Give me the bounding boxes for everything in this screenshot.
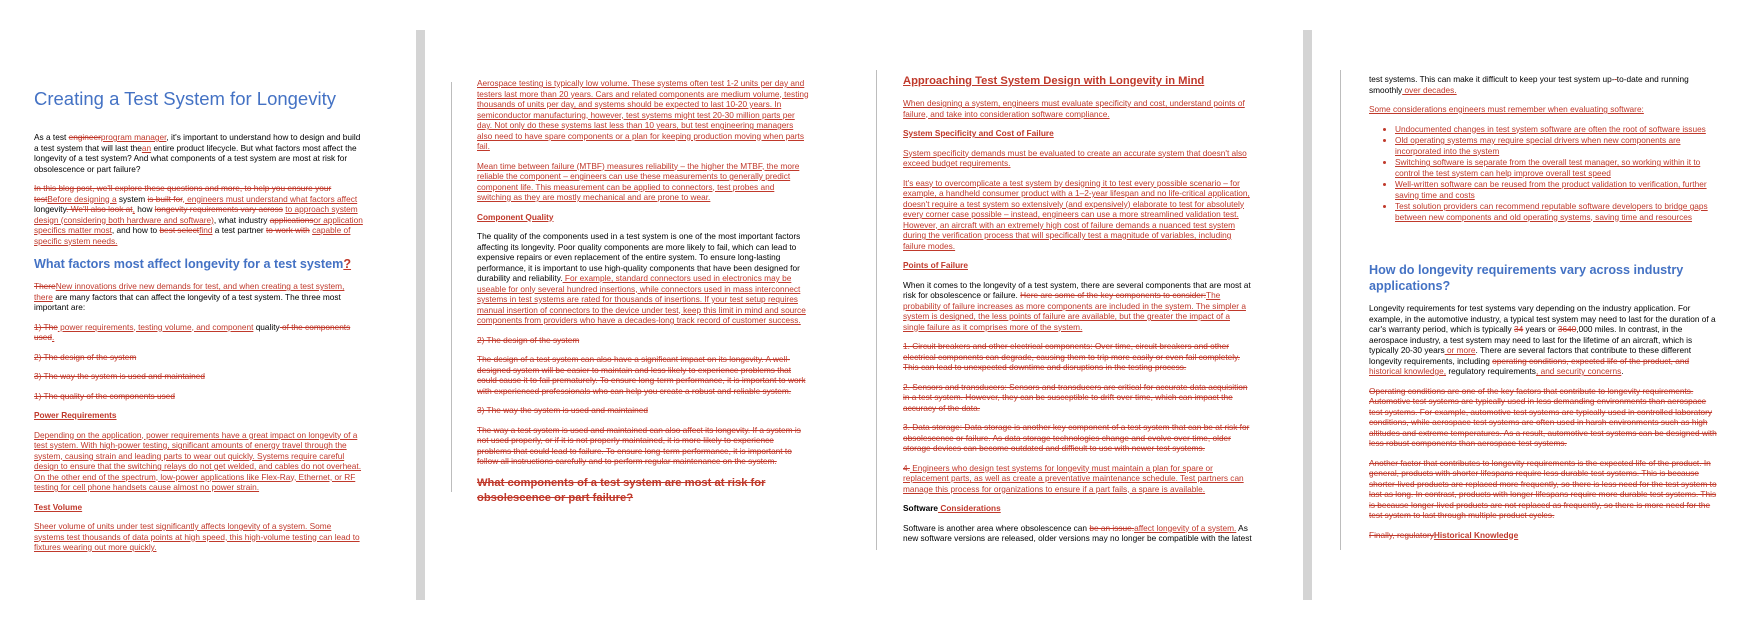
considerations-list [1369,124,1717,223]
list-item: • Test solution providers can recommend reputable software developers to bridge gaps between new components and old operating systems, saving time and resources [1395,201,1717,222]
maintenance-paragraph: 4. Engineers who design test systems for longevity must maintain a plan for spare or replacement parts, as well as create a preventative maintenance schedule. Test partners can manage this process for organizations to ensure if a part fails, a spare is available. [903,462,1244,494]
subheading-volume: Test Volume [34,501,83,512]
page-gutter-right [1303,30,1312,600]
aerospace-paragraph: Aerospace testing is typically low volume. These systems often test 1-2 units per day and testers last more than 20 years. Cars and related components are medium volume, testing thousands of units per day, and systems should be expected to last 10-20 years. In semiconductor manufacturing, however, test systems might test 20-30 million parts per day. Not only do these systems last less than 10 years, but test engineering managers also need to have spare components or a plan for keeping production moving when parts fail. [477,78,809,151]
mtbf-paragraph: Mean time between failure (MTBF) measures reliability – the higher the MTBF, the more reliable the component – engineers can use these measurements to generally predict component life. This measurement can be applied to connectors, test probes and switching as they are mostly mechanical and are prone to wear. [477,160,800,202]
list-item: • Undocumented changes in test system software are often the root of software issues [1395,124,1717,135]
document-title: Creating a Test System for Longevity [34,88,336,109]
heading-industry: How do longevity requirements vary across industry applications? [1369,263,1684,293]
final-paragraph: Finally, regulatoryHistorical Knowledge [1369,529,1519,540]
factor-item-1: 1) The power requirements, testing volume, and component quality of the components used. [34,321,351,342]
list-item: • Old operating systems may require special drivers when new components are incorporated into the system [1395,135,1717,156]
factors-paragraph: ThereNew innovations drive new demands for test, and when creating a test system, there are many factors that can affect the longevity of a test system. The three most important are: [34,281,345,312]
design-heading: 2) The design of the system [477,334,580,345]
list-item: • Well-written software can be reused from the product validation to verification, further saving time and costs [1395,179,1717,200]
subheading-software: Software Considerations [903,503,1001,513]
overcomplicate-paragraph: It's easy to overcomplicate a test system by designing it to test every possible scenario – for example, a handheld consumer product with a 1–2-year lifespan and no life-critical application, doesn't require a test system so extensively (and expensively) elaborate to test for absolutely every corner case possible – instead, engineers can use a more streamlined validation test. However, an aircraft with an extremely high cost of failure demands a nuanced test system during the verification process that will specifically test a magnitude of variables, including failure modes. [903,177,1250,251]
document-page-3 [903,74,1253,553]
circuit-breakers-paragraph: 1. Circuit breakers and other electrical components: Over time, circuit breakers and other electrical components can degrade, causing them to trip more easily or even fail completely. This can lead to unexpected downtime and disruptions in the testing process. [903,341,1240,372]
specificity-paragraph: System specificity demands must be evaluated to create an accurate system that doesn't also exceed budget requirements. [903,147,1247,168]
approach-paragraph: When designing a system, engineers must evaluate specificity and cost, understand points of failure, and take into consideration software compliance. [903,98,1245,119]
page-gutter-left [416,30,425,600]
blog-paragraph: In this blog post, we'll explore these questions and more, to help you ensure your testBefore designing a system is built for, engineers must understand what factors affect longevity. We'll also look at, how longevity requirements vary across to approach system design (considering both hardware and software), what industry applicationsor application specifics matter most, and how to best selectfind a test partner to work with capable of specific system needs. [34,183,363,246]
sensors-paragraph: 2. Sensors and transducers: Sensors and transducers are critical for accurate data acquisition in a test system. However, they can be susceptible to drift over time, which can impact the accuracy of the data. [903,381,1248,413]
factor-item-3: 3) The way the system is used and maintained [34,371,205,381]
considerations-intro: Some considerations engineers must remember when evaluating software: [1369,104,1644,114]
operating-conditions-paragraph: Operating conditions are one of the key factors that contribute to longevity requirements. Automotive test systems are typically used in less demanding environments than aerospace test systems. For example, automotive test systems are typically used in controlled laboratory conditions, while aerospace test systems are often used in harsh environments such as high altitudes and extreme temperatures. As a result, automotive test systems can be designed with less robust components than aerospace test systems. [1369,385,1717,448]
heading-components: What components of a test system are most at risk for obsolescence or part failure? [477,476,766,504]
industry-paragraph: Longevity requirements for test systems vary depending on the industry application. For example, in the automotive industry, a typical test system may need to last for the duration of a car's warranty period, which is typically 34 years or 3640,000 miles. In contrast, in the aerospace industry, a test system may need to last for the lifetime of an aircraft, which is typically 20-30 years or more. There are several factors that contribute to these different longevity requirements, including operating conditions, expected life of the product, and historical knowledge, regulatory requirements, and security concerns. [1369,303,1716,376]
volume-paragraph: Sheer volume of units under test significantly affects longevity of a system. Some systems test thousands of data points at high speed, this high-volume testing can lead to fixtures wearing out more quickly. [34,521,360,552]
list-item: • Switching software is separate from the overall test manager, so working within it to control the test system can help improve overall test speed [1395,157,1717,178]
power-paragraph: Depending on the application, power requirements have a great impact on longevity of a test system. With high-power testing, significant amounts of energy travel through the system, causing strain and leading parts to wear out quickly. Systems require careful design to ensure that the switching relays do not get welded, and cables do not overheat. On the other end of the spectrum, low-power applications like Flex-Ray, Ethernet, or RF testing for cell phone handsets cause almost no power strain. [34,429,362,492]
column-rule [451,82,452,492]
heading-factors: What factors most affect longevity for a test system? [34,257,352,271]
factor-item-2: 2) The design of the system [34,351,137,362]
design-paragraph: The design of a test system can also have a significant impact on its longevity. A well-designed system will be easier to maintain and less likely to experience problems that could cause it to fail prematurely. To ensure long-term performance, it is important to work with experienced professionals who can help you create a robust and reliable system. [477,354,806,396]
data-storage-paragraph: 3. Data storage: Data storage is another key component of a test system that can be at risk for obsolescence or failure. As data storage technologies change and evolve over time, older storage devices can become outdated and difficult to use with newer test systems. [903,422,1250,453]
factor-item-4: 1) The quality of the components used [34,390,175,401]
used-paragraph: The way a test system is used and maintained can also affect its longevity. If a system is not used properly, or if it is not properly maintained, it is more likely to experience problems that could lead to failure. To ensure long-term performance, it is important to follow all instructions carefully and to perform regular maintenance on the system. [477,424,801,466]
column-rule [1340,70,1341,550]
continued-paragraph: test systems. This can make it difficult to keep your test system up- to-date and running smoothly over decades. [1369,74,1689,95]
heading-approach: Approaching Test System Design with Longevity in Mind [903,75,1205,87]
subheading-power: Power Requirements [34,410,117,420]
quality-paragraph: The quality of the components used in a test system is one of the most important factors affecting its longevity. Poor quality components are more likely to fail, which can lead to expensive repairs or even replacement of the entire system. To ensure long-lasting performance, it is important to use high-quality components that have been designed for durability and reliability. For example, standard connectors used in electronics may be useable for only several hundred insertions, while connectors used in mass interconnect systems in test systems are rated for thousands of insertions. If your test setup requires manual insertion of connectors to the device under test, keep this limit in mind and source components from providers who have a decades-long track record of customer success. [477,231,806,325]
subheading-quality: Component Quality [477,211,554,222]
expected-life-paragraph: Another factor that contributes to longevity requirements is the expected life of the product. In general, products with shorter lifespans require less durable test systems. This is because shorter-lived products are replaced more frequently, so there is less need for the test system to last as long. In contrast, products with longer lifespans require more durable test systems. This is because longer-lived products are not replaced as frequently, so there is more need for the test system to last through multiple product cycles. [1369,457,1717,520]
column-rule [876,70,877,550]
intro-paragraph: As a test engineerprogram manager, it's important to understand how to design and build a test system that will last thean entire product lifecycle. But what factors most affect the longevity of a test system? And what components of a test system are most at risk for obsolescence or part failure? [34,132,361,174]
points-paragraph: When it comes to the longevity of a test system, there are several components that are most at risk for obsolescence or failure. Here are some of the key components to consider:The probability of failure increases as more components are included in the system. The simpler a system is designed, the less points of failure are available, but the greater the impact of a single failure as it comprises more of the system. [903,279,1251,332]
document-page-1 [34,88,364,562]
document-page-2 [477,78,810,515]
subheading-specificity: System Specificity and Cost of Failure [903,128,1054,138]
subheading-points: Points of Failure [903,260,968,270]
document-page-4 [1369,74,1717,549]
software-paragraph: Software is another area where obsolescence can be an issue.affect longevity of a system. As new software versions are released, older versions may no longer be compatible with the latest [903,522,1252,543]
used-heading: 3) The way the system is used and maintained [477,405,648,415]
